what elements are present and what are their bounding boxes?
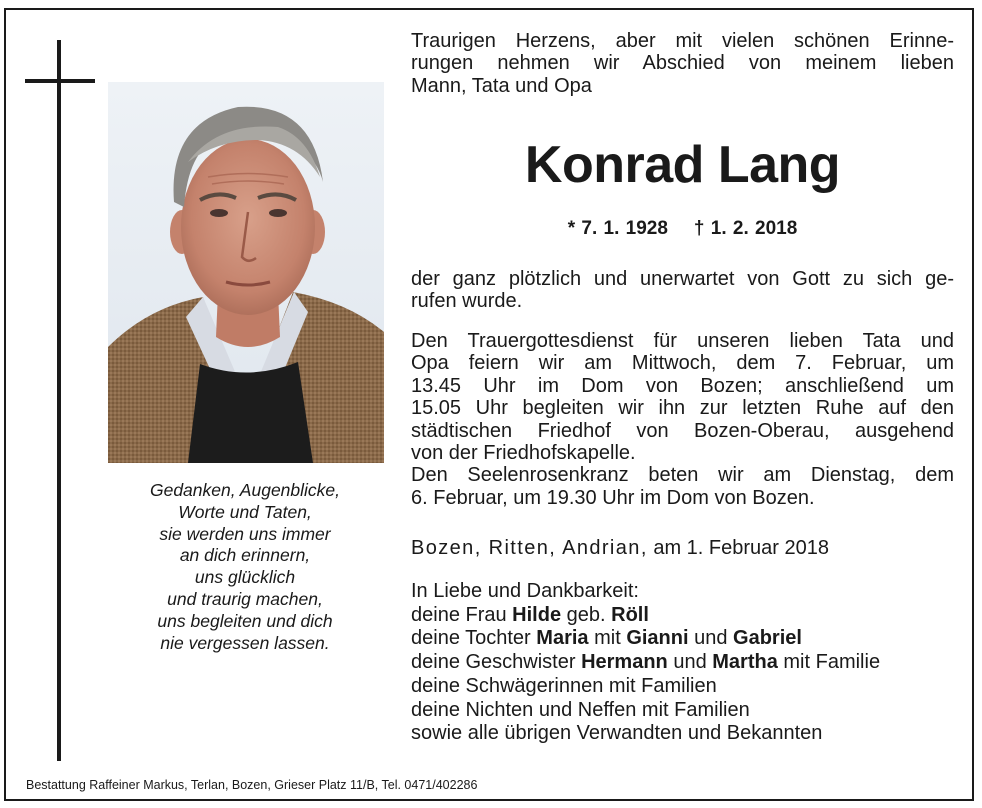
poem-line: Worte und Taten, [178, 501, 312, 522]
service-text [411, 330, 954, 509]
poem-line: Gedanken, Augenblicke, [149, 480, 341, 500]
death-date: † 1. 2. 2018 [693, 218, 798, 239]
called-text [411, 268, 954, 313]
rosary-line: Den Seelenrosenkranz beten wir am Dienstag, dem [411, 464, 954, 487]
birth-date: * 7. 1. 1928 [567, 218, 668, 239]
service-line: 13.45 Uhr im Dom von Bozen; anschließend um [411, 374, 954, 397]
gratitude-line: In Liebe und Dankbarkeit: [411, 580, 639, 602]
deceased-name: Konrad Lang [524, 136, 841, 194]
intro-line: Traurigen Herzens, aber mit vielen schönen Erinne- [411, 30, 954, 52]
place-names: Bozen, Ritten, Andrian, [411, 537, 648, 559]
mourner-siblings: deine Geschwister Hermann und Martha mit Familie [411, 651, 881, 674]
mourner-nieces-nephews: deine Nichten und Neffen mit Familien [411, 698, 750, 721]
mourner-wife: deine Frau Hilde geb. Röll [411, 603, 649, 626]
poem [105, 480, 385, 654]
portrait-photo [108, 82, 384, 463]
mourner-daughter: deine Tochter Maria mit Gianni und Gabriel [411, 627, 802, 650]
mourners-list [411, 580, 880, 746]
intro-text [411, 30, 954, 97]
announcement-date: am 1. Februar 2018 [647, 537, 829, 559]
funeral-home-footer: Bestattung Raffeiner Markus, Terlan, Bozen, Grieser Platz 11/B, Tel. 0471/402286 [26, 778, 478, 792]
poem-line: und traurig machen, [167, 588, 323, 609]
intro-line: Mann, Tata und Opa [411, 74, 592, 97]
rosary-line: 6. Februar, um 19.30 Uhr im Dom von Bozen. [411, 486, 815, 509]
poem-line: uns begleiten und dich [157, 610, 333, 631]
place-date [411, 536, 829, 560]
service-line: 15.05 Uhr begleiten wir ihn zur letzten Ruhe auf den [411, 397, 954, 420]
poem-line: uns glücklich [194, 567, 296, 588]
service-line: Den Trauergottesdienst für unseren lieben Tata und [411, 330, 954, 352]
service-line: Opa feiern wir am Mittwoch, dem 7. Februar, um [411, 352, 954, 375]
cross-icon-bar [25, 79, 95, 83]
cross-icon [57, 40, 61, 761]
service-line: städtischen Friedhof von Bozen-Oberau, ausgehend [411, 419, 954, 442]
poem-line: an dich erinnern, [179, 545, 311, 566]
called-line: der ganz plötzlich und unerwartet von Gott zu sich ge- [411, 268, 954, 290]
life-dates [411, 217, 954, 241]
service-line: von der Friedhofskapelle. [411, 442, 636, 465]
called-line: rufen wurde. [411, 290, 523, 313]
poem-line: nie vergessen lassen. [160, 632, 330, 653]
poem-line: sie werden uns immer [159, 523, 331, 544]
intro-line: rungen nehmen wir Abschied von meinem lieben [411, 52, 954, 75]
mourner-sisters-in-law: deine Schwägerinnen mit Familien [411, 674, 717, 697]
mourner-others: sowie alle übrigen Verwandten und Bekannten [411, 722, 823, 745]
